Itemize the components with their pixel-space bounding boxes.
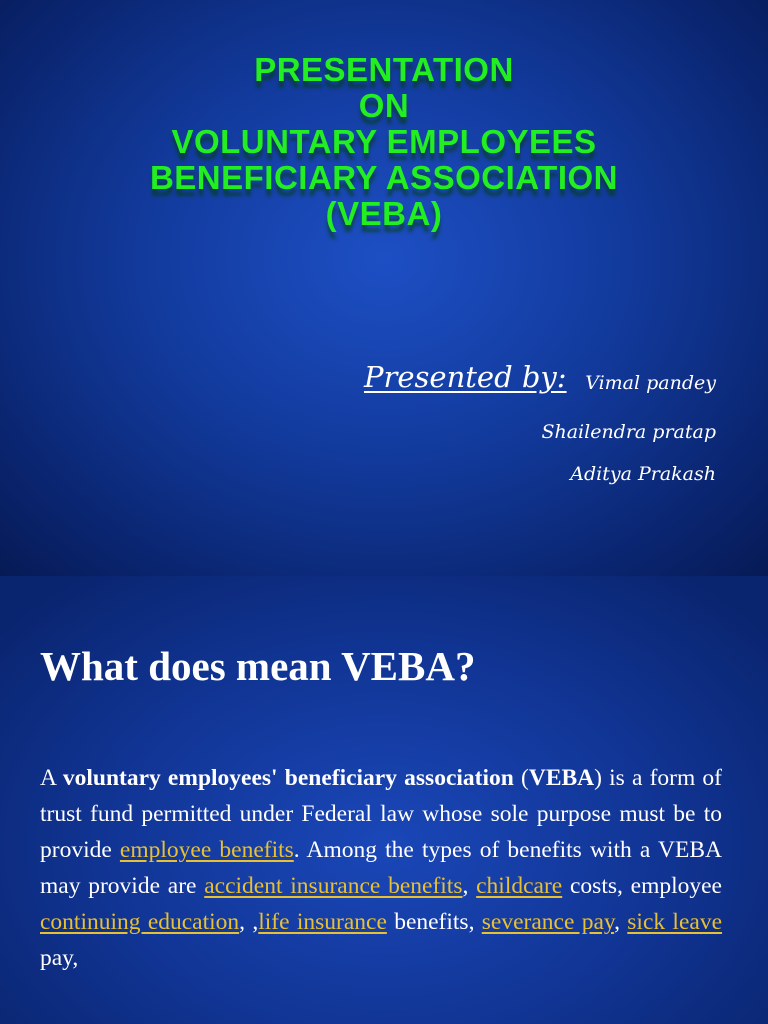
body-text-run: pay, — [40, 945, 79, 971]
presenter-name: Aditya Prakash — [570, 463, 716, 485]
title-line: PRESENTATION — [254, 51, 514, 88]
title-line: VOLUNTARY EMPLOYEES — [171, 123, 597, 160]
employee-benefits-link[interactable]: employee benefits — [119, 837, 294, 863]
body-text-run: ( — [513, 765, 529, 791]
presenter-name: Shailendra pratap — [541, 421, 716, 443]
body-text-run: costs, employee — [562, 873, 722, 899]
presenter-name: Vimal pandey — [585, 372, 716, 394]
veba-acronym: VEBA — [528, 765, 595, 791]
severance-pay-link[interactable]: severance pay — [481, 909, 615, 935]
title-line: (VEBA) — [325, 195, 443, 232]
title-line: BENEFICIARY ASSOCIATION — [149, 159, 619, 196]
body-text-run: , — [462, 873, 477, 899]
presented-by-label: Presented by: — [364, 360, 567, 394]
life-insurance-link[interactable]: life insurance — [258, 909, 387, 935]
slide-heading: What does mean VEBA? — [40, 643, 476, 689]
body-text-run: A — [40, 765, 63, 791]
slide-title — [0, 52, 768, 232]
childcare-link[interactable]: childcare — [476, 873, 563, 899]
veba-full-name: voluntary employees' beneficiary association — [62, 765, 514, 791]
body-text-run: benefits, — [386, 909, 482, 935]
body-text-run: , — [614, 909, 628, 935]
definition-paragraph — [40, 760, 722, 976]
body-text-run: . Among the types of benefits with a VEBA may provide are — [40, 837, 722, 899]
body-text-run: ) is a form of trust fund permitted under Federal law whose sole purpose must be to provide — [40, 765, 723, 863]
title-line: ON — [358, 87, 410, 124]
continuing-education-link[interactable]: continuing education — [40, 909, 240, 935]
body-text-run: , , — [239, 909, 259, 935]
accident-insurance-link[interactable]: accident insurance benefits — [204, 873, 463, 899]
definition-slide — [0, 576, 768, 1024]
sick-leave-link[interactable]: sick leave — [627, 909, 723, 935]
